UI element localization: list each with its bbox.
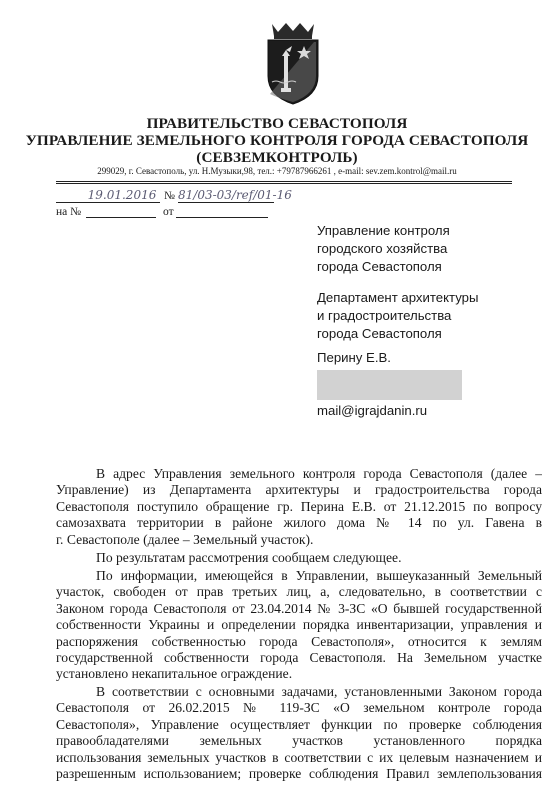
paragraph-line: использования земельных участков в соответствии с их целевым назначением и [56, 749, 542, 765]
recipient-2 [317, 289, 478, 343]
number-underline [178, 202, 274, 203]
paragraph-line: правообладателями земельных участков установленного порядка [56, 733, 542, 749]
paragraph-line: Севастополя от 26.02.2015 № 119-ЗС «О земельном контроле города [56, 700, 542, 716]
paragraph-line: государственной собственности города Севастополя. На Земельном участке [56, 649, 542, 665]
recipient-2-line: и градостроительства [317, 308, 452, 323]
reference-number-underline [86, 217, 156, 218]
paragraph-line: В адрес Управления земельного контроля города Севастополя (далее – [96, 466, 542, 481]
paragraph-3 [56, 568, 542, 683]
paragraph-line: участок, свободен от прав третьих лиц, а, следовательно, в соответствии с [56, 584, 542, 600]
paragraph-line: Севастополя», Управление осуществляет функции по проверке соблюдения [56, 716, 542, 732]
paragraph-line: разрешенным использованием; проверке соблюдения Правил землепользования [56, 765, 542, 781]
paragraph-1 [56, 466, 542, 548]
number-label: № [164, 190, 175, 202]
recipient-1-line: Управление контроля [317, 223, 450, 238]
date-underline [56, 202, 160, 203]
paragraph-line: распоряжения собственностью города Севастополя», относится к землям [56, 633, 542, 649]
header-divider-second [56, 183, 512, 184]
reference-date-underline [176, 217, 268, 218]
recipient-2-line: Департамент архитектуры [317, 290, 479, 305]
paragraph-line: Законом города Севастополя от 23.04.2014 № 3-ЗС «О бывшей государственной [56, 600, 542, 616]
reference-date-label: от [163, 206, 174, 218]
recipient-1-line: городского хозяйства [317, 241, 448, 256]
government-name: ПРАВИТЕЛЬСТВО СЕВАСТОПОЛЯ [146, 115, 408, 132]
paragraph-line: самозахвата территории в районе жилого дома № 14 по ул. Гавена в [56, 515, 542, 531]
paragraph-line: установлено некапитальное ограждение. [56, 666, 293, 682]
paragraph-line: г. Севастополе (далее – Земельный участок). [56, 531, 314, 547]
paragraph-line: собственности Украины и определении порядка инвентаризации, управления и [56, 617, 542, 633]
redacted-address [317, 370, 462, 400]
handwritten-number: 81/03-03/ref/01-16 [178, 188, 292, 202]
department-name: УПРАВЛЕНИЕ ЗЕМЕЛЬНОГО КОНТРОЛЯ ГОРОДА СЕВАСТОПОЛЯ [25, 132, 529, 149]
paragraph-line: В соответствии с основными задачами, установленными Законом города [96, 684, 542, 699]
paragraph-line: По результатам рассмотрения сообщаем следующее. [96, 550, 402, 565]
recipient-3-name: Перину Е.В. [317, 350, 391, 365]
paragraph-2 [56, 550, 542, 566]
department-abbreviation: (СЕВЗЕМКОНТРОЛЬ) [196, 149, 358, 166]
recipient-2-line: города Севастополя [317, 326, 442, 341]
recipient-1-line: города Севастополя [317, 259, 442, 274]
header-divider [56, 181, 512, 182]
paragraph-line: Севастополя поступило обращение гр. Перина Е.В. от 21.12.2015 по вопросу [56, 498, 542, 514]
paragraph-line: Управление) из Департамента архитектуры и градостроительства города [56, 482, 542, 498]
reference-number-label: на № [56, 206, 82, 218]
contact-details: 299029, г. Севастополь, ул. Н.Музыки,98, тел.: +79787966261 , e-mail: sev.zem.kontrol@mail.ru [97, 166, 457, 176]
paragraph-line: По информации, имеющейся в Управлении, вышеуказанный Земельный [96, 568, 542, 583]
sevastopol-coat-of-arms-icon [262, 20, 324, 106]
handwritten-date: 19.01.2016 [87, 188, 157, 202]
recipient-1 [317, 222, 450, 276]
recipient-3-email[interactable]: mail@igrajdanin.ru [317, 403, 428, 418]
paragraph-4 [56, 684, 542, 782]
